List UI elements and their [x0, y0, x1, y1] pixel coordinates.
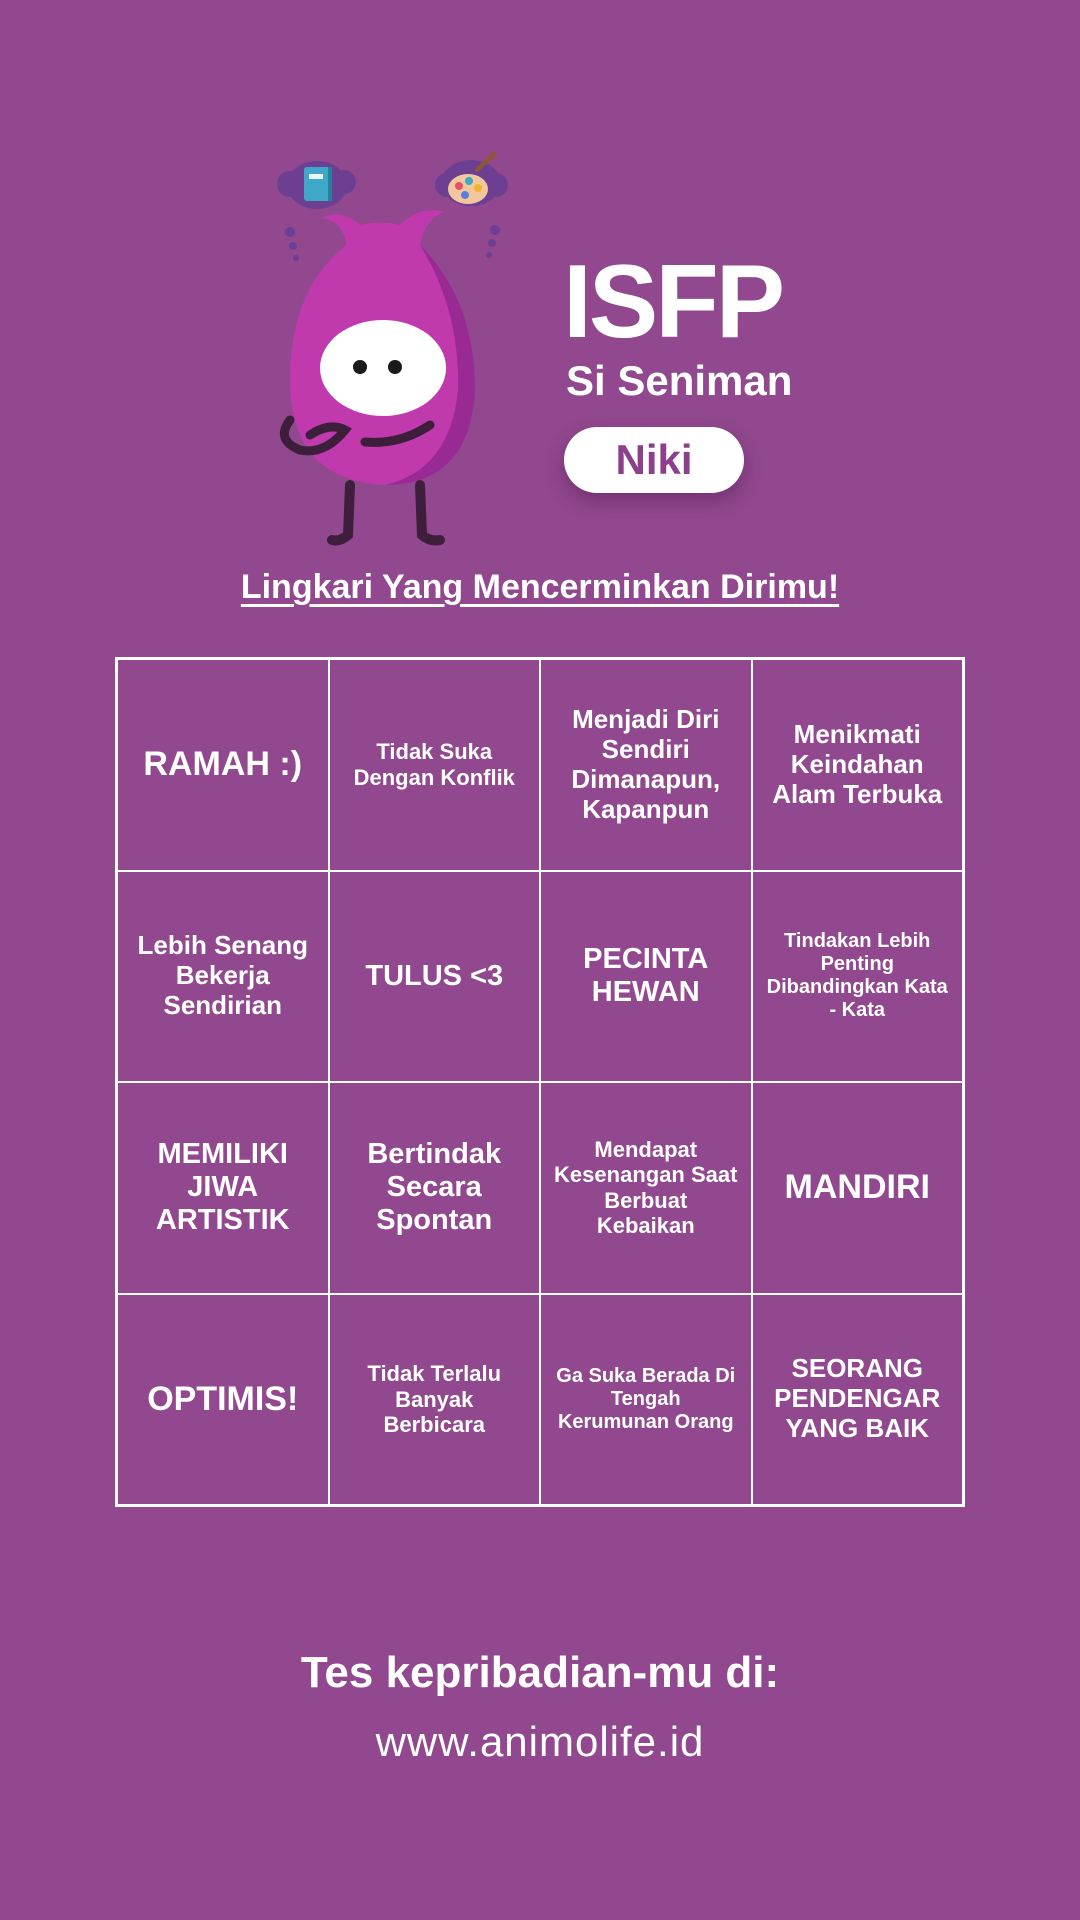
- mascot-character: [284, 210, 475, 540]
- bingo-cell[interactable]: Lebih Senang Bekerja Sendirian: [117, 871, 329, 1083]
- personality-type-code: ISFP: [563, 244, 783, 360]
- character-name-badge: Niki: [564, 427, 744, 493]
- footer-url-link[interactable]: www.animolife.id: [375, 1718, 705, 1765]
- bingo-cell[interactable]: MEMILIKI JIWA ARTISTIK: [117, 1082, 329, 1294]
- bingo-cell[interactable]: Menikmati Keindahan Alam Terbuka: [752, 659, 964, 871]
- book-thought-bubble-icon: [277, 161, 356, 261]
- bingo-cell[interactable]: OPTIMIS!: [117, 1294, 329, 1506]
- palette-thought-bubble-icon: [435, 154, 508, 258]
- bingo-cell[interactable]: RAMAH :): [117, 659, 329, 871]
- trait-bingo-grid: [115, 657, 965, 1507]
- bingo-cell[interactable]: PECINTA HEWAN: [540, 871, 752, 1083]
- bingo-cell[interactable]: TULUS <3: [329, 871, 541, 1083]
- bingo-cell[interactable]: SEORANG PENDENGAR YANG BAIK: [752, 1294, 964, 1506]
- bingo-cell[interactable]: Menjadi Diri Sendiri Dimanapun, Kapanpun: [540, 659, 752, 871]
- bingo-cell[interactable]: Tidak Terlalu Banyak Berbicara: [329, 1294, 541, 1506]
- bingo-cell[interactable]: Mendapat Kesenangan Saat Berbuat Kebaikan: [540, 1082, 752, 1294]
- bingo-cell[interactable]: MANDIRI: [752, 1082, 964, 1294]
- footer-title: Tes kepribadian-mu di:: [300, 1648, 780, 1697]
- bingo-cell[interactable]: Ga Suka Berada Di Tengah Kerumunan Orang: [540, 1294, 752, 1506]
- mascot-illustration: [270, 150, 520, 550]
- bingo-cell[interactable]: Tindakan Lebih Penting Dibandingkan Kata - Kata: [752, 871, 964, 1083]
- instruction-heading: Lingkari Yang Mencerminkan Dirimu!: [240, 568, 840, 606]
- bingo-cell[interactable]: Tidak Suka Dengan Konflik: [329, 659, 541, 871]
- bingo-cell[interactable]: Bertindak Secara Spontan: [329, 1082, 541, 1294]
- personality-type-nickname: Si Seniman: [566, 357, 793, 404]
